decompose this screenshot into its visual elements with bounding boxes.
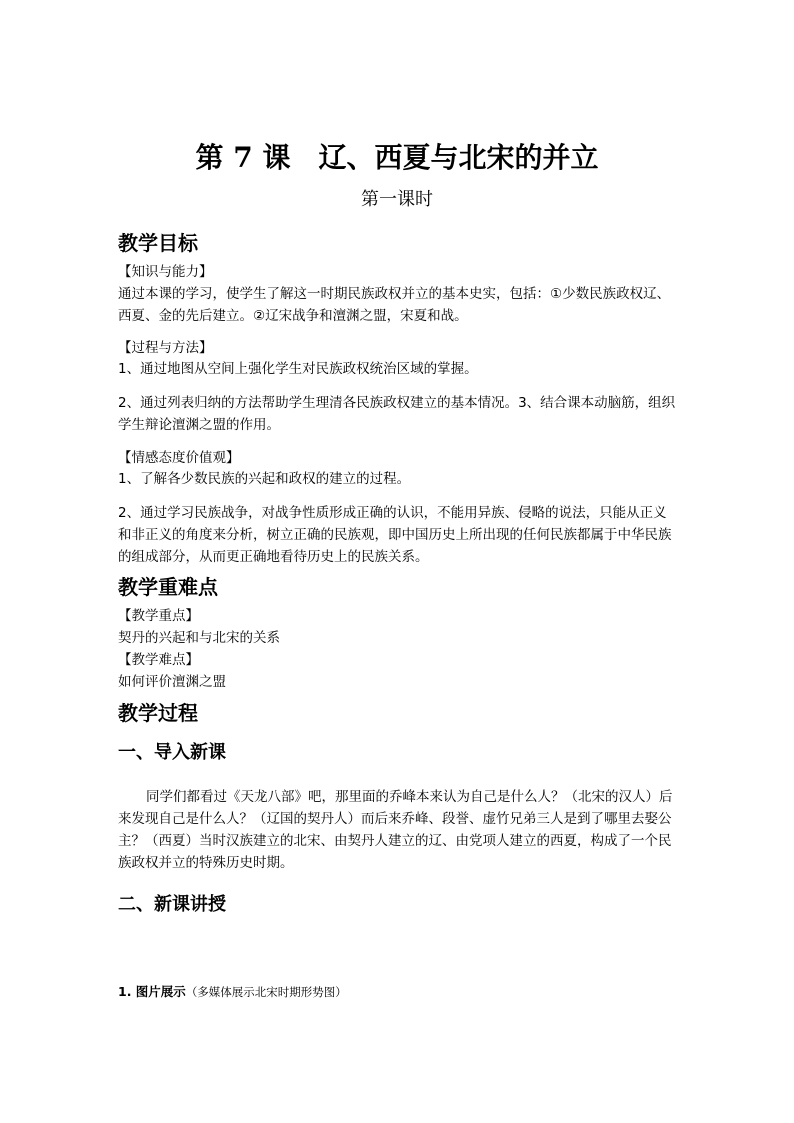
picture-item-label: 1. 图片展示 xyxy=(118,984,186,999)
difficulty-label: 【教学难点】 xyxy=(118,652,199,668)
goal-banner xyxy=(118,930,352,956)
knowledge-label: 【知识与能力】 xyxy=(118,264,213,280)
new-lesson-heading: 二、新课讲授 xyxy=(118,894,226,915)
focus-text: 契丹的兴起和与北宋的关系 xyxy=(118,630,280,646)
process-method-2: 2、通过列表归纳的方法帮助学生理清各民族政权建立的基本情况。3、结合课本动脑筋，组织学生辩论澶渊之盟的作用。 xyxy=(118,395,676,433)
lesson-title: 第 7 课 辽、西夏与北宋的并立 xyxy=(195,141,599,174)
intro-text: 同学们都看过《天龙八部》吧，那里面的乔峰本来认为自己是什么人？（北宋的汉人）后来发现自己是什么人？（辽国的契丹人）而后来乔峰、段誉、虚竹兄弟三人是到了哪里去娶公主？（西夏）当时汉族建立的北宋、由契丹人建立的辽、由党项人建立的西夏，构成了一个民族政权并立的特殊历史时期。 xyxy=(118,789,673,871)
process-heading: 教学过程 xyxy=(118,701,198,725)
process-method-label: 【过程与方法】 xyxy=(118,340,213,356)
difficulty-text: 如何评价澶渊之盟 xyxy=(118,674,226,690)
picture-item xyxy=(118,982,347,1002)
emotion-label: 【情感态度价值观】 xyxy=(118,450,240,466)
emotion-2: 2、通过学习民族战争，对战争性质形成正确的认识，不能用异族、侵略的说法，只能从正义和非正义的角度来分析，树立正确的民族观，即中国历史上所出现的任何民族都属于中华民族的组成部分，从而更正确地看待历史上的民族关系。 xyxy=(118,505,672,565)
emotion-1: 1、了解各少数民族的兴起和政权的建立的过程。 xyxy=(118,471,411,487)
keypoints-heading: 教学重难点 xyxy=(118,575,218,599)
picture-item-note: （多媒体展示北宋时期形势图） xyxy=(185,985,347,999)
goal-banner-text: 目标导学一：契丹族与党项族 xyxy=(118,933,352,953)
intro-heading: 一、导入新课 xyxy=(118,742,226,763)
objectives-heading: 教学目标 xyxy=(118,231,198,255)
knowledge-text: 通过本课的学习，使学生了解这一时期民族政权并立的基本史实，包括：①少数民族政权辽、西夏、金的先后建立。②辽宋战争和澶渊之盟，宋夏和战。 xyxy=(118,286,671,324)
lesson-subtitle: 第一课时 xyxy=(361,189,433,210)
focus-label: 【教学重点】 xyxy=(118,608,199,624)
process-method-1: 1、通过地图从空间上强化学生对民族政权统治区域的掌握。 xyxy=(118,361,478,377)
